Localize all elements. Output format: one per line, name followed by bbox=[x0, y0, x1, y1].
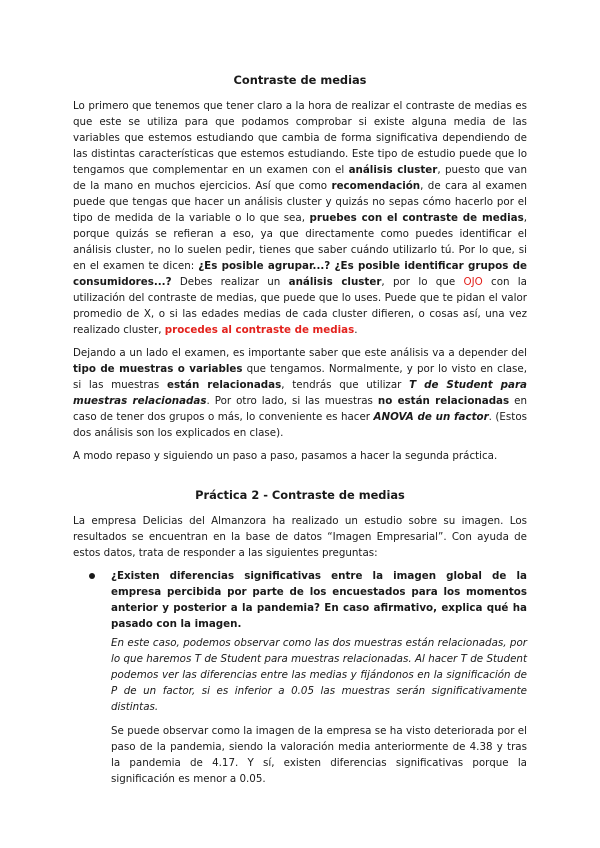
emphasis: ¿Es posible agrupar...? ¿Es posible identificar grupos de consumidores...? bbox=[73, 260, 527, 288]
bullet-icon bbox=[89, 573, 95, 579]
paragraph-intro: Lo primero que tenemos que tener claro a la hora de realizar el contraste de medias es que este se utiliza para que podamos comprobar si existe alguna media de las variables que estemos estudiando que cambia de forma significativa dependiendo de las distintas características que estemos estudiando. Este tipo de estudio puede que lo tengamos que complementar en un examen con el análisis cluster, puesto que van de la mano en muchos ejercicios. Así que como recomendación, de cara al examen puede que tengas que hacer un análisis cluster y quizás no sepas cómo hacerlo por el tipo de medida de la variable o lo que sea, pruebes con el contraste de medias, porque quizás se refieran a eso, ya que directamente como puedes identificar el análisis cluster, no lo suelen pedir, tienes que saber cuándo utilizarlo tú. Por lo que, si en el examen te dicen: ¿Es posible agrupar...? ¿Es posible identificar grupos de consumidores...? Debes realizar un análisis cluster, por lo que OJO con la utilización del contraste de medias, que puede que lo uses. Puede que te pidan el valor promedio de X, o si las edades medias de cada cluster difieren, o cosas así, una vez realizado cluster, procedes al contraste de medias. bbox=[73, 100, 527, 336]
emphasis: análisis cluster bbox=[348, 164, 438, 176]
paragraph-sample-types: Dejando a un lado el examen, es importante saber que este análisis va a depender del tipo de muestras o variables que tengamos. Normalmente, y por lo visto en clase, si las muestras están relacionadas, tendrás que utilizar T de Student para muestras relacionadas. Por otro lado, si las muestras no están relacionadas en caso de tener dos grupos o más, lo conveniente es hacer ANOVA de un factor. (Estos dos análisis son los explicados en clase). bbox=[73, 347, 528, 439]
question-list bbox=[73, 568, 527, 787]
emphasis-italic: T de Student para muestras relacionadas bbox=[73, 379, 528, 407]
document-content bbox=[73, 72, 527, 794]
emphasis: análisis cluster bbox=[288, 276, 382, 288]
emphasis: tipo de muestras o variables bbox=[73, 363, 243, 375]
highlight-recommendation: procedes al contraste de medias bbox=[164, 324, 355, 336]
question-text: ¿Existen diferencias significativas entre la imagen global de la empresa percibida por parte de los encuestados para los momentos anterior y posterior a la pandemia? En caso afirmativo, explica qué ha pasado con la imagen. bbox=[111, 570, 527, 630]
emphasis: están relacionadas bbox=[166, 379, 282, 391]
practice-intro: La empresa Delicias del Almanzora ha realizado un estudio sobre su imagen. Los resultados se encuentran en la base de datos “Imagen Empresarial”. Con ayuda de estos datos, trata de responder a las siguientes preguntas: bbox=[73, 515, 527, 559]
emphasis: recomendación bbox=[331, 180, 421, 192]
highlight-warning: OJO bbox=[463, 276, 483, 288]
list-item bbox=[73, 568, 527, 787]
emphasis: pruebes con el contraste de medias bbox=[309, 212, 524, 224]
answer-text: Se puede observar como la imagen de la empresa se ha visto deteriorada por el paso de la pandemia, siendo la valoración media anteriormente de 4.38 y tras la pandemia de 4.17. Y sí, existen diferencias significativas porque la significación es menor a 0.05. bbox=[111, 725, 527, 785]
emphasis-italic: ANOVA de un factor bbox=[373, 411, 489, 423]
emphasis: no están relacionadas bbox=[377, 395, 510, 407]
section-title: Contraste de medias bbox=[233, 73, 367, 87]
answer-explanation: En este caso, podemos observar como las dos muestras están relacionadas, por lo que haremos T de Student para muestras relacionadas. Al hacer T de Student podemos ver las diferencias entre las medias y fijándonos en la significación de P de un factor, si es inferior a 0.05 las muestras serán significativamente distintas. bbox=[111, 637, 527, 713]
paragraph-transition: A modo repaso y siguiendo un paso a paso, pasamos a hacer la segunda práctica. bbox=[73, 450, 498, 462]
practice-title: Práctica 2 - Contraste de medias bbox=[195, 488, 405, 502]
